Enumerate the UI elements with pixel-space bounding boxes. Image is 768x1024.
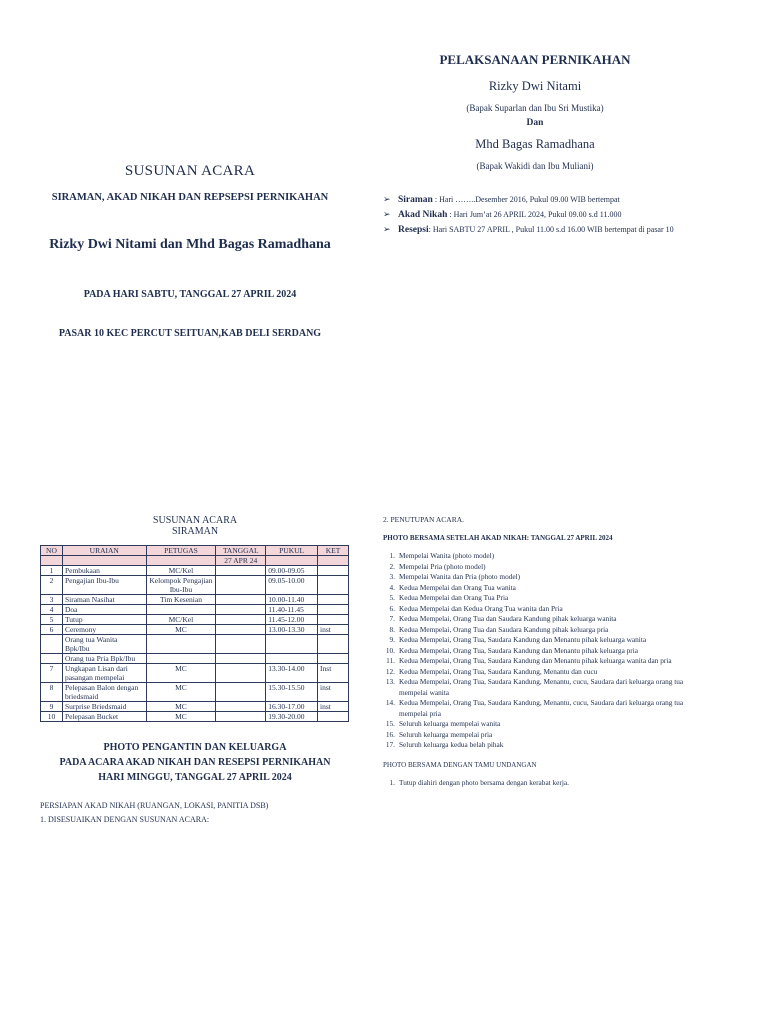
cell-petugas: MC/Kel [146, 566, 216, 576]
list-item: 3. Mempelai Wanita dan Pria (photo model) [389, 572, 521, 581]
cell-petugas [146, 635, 216, 654]
photo-list [383, 551, 703, 751]
cell-tanggal [216, 664, 266, 683]
table-row [41, 595, 349, 605]
cell-tanggal [216, 625, 266, 635]
photo-heading-3: HARI MINGGU, TANGGAL 27 APRIL 2024 [98, 772, 292, 783]
col-header: NO [41, 546, 63, 556]
cell-pukul: 10.00-11.40 [266, 595, 318, 605]
cell-no: 1 [41, 566, 63, 576]
photo-list-heading: PHOTO BERSAMA SETELAH AKAD NIKAH: TANGGAL 27 APRIL 2024 [383, 534, 613, 542]
list-item-text: Kedua Mempelai, Orang Tua, Saudara Kandung, Menantu, cucu, Saudara dari keluarga orang tua mempelai pria [399, 698, 684, 718]
cell-no: 3 [41, 595, 63, 605]
col-header: TANGGAL [216, 546, 266, 556]
event-item [383, 193, 688, 207]
table-body [41, 566, 349, 722]
persiapan-heading: PERSIAPAN AKAD NIKAH (RUANGAN, LOKASI, PANITIA DSB) [40, 801, 269, 810]
cell-tanggal [216, 654, 266, 664]
cell-tanggal [216, 635, 266, 654]
cell-ket: inst [318, 625, 349, 635]
cell-uraian: Pelepasan Bucket [62, 712, 146, 722]
list-item: 14. Kedua Mempelai, Orang Tua, Saudara Kandung, Menantu, cucu, Saudara dari keluarga orang tua mempelai pria [383, 698, 703, 719]
event-label: Resepsi [398, 225, 429, 235]
list-item-text: Tutup diahiri dengan photo bersama dengan kerabat kerja. [399, 777, 569, 787]
cell-tanggal [216, 595, 266, 605]
list-item: 9. Kedua Mempelai, Orang Tua, Saudara Kandung dan Menantu pihak keluarga wanita [389, 635, 647, 644]
tamu-list [383, 778, 703, 789]
date-row [41, 556, 349, 566]
photo-list-section [383, 515, 703, 788]
cell-tanggal [216, 576, 266, 595]
list-item: 4. Kedua Mempelai dan Orang Tua wanita [389, 582, 516, 592]
cell-no: 10 [41, 712, 63, 722]
arrow-bullet-icon: ➢ [383, 194, 391, 204]
cell-pukul: 09.05-10.00 [266, 576, 318, 595]
table-header-row [41, 546, 349, 556]
cell-ket [318, 635, 349, 654]
event-item [383, 223, 688, 237]
cover-couple: Rizky Dwi Nitami dan Mhd Bagas Ramadhana [49, 237, 331, 252]
list-item: 5. Kedua Mempelai dan Orang Tua Pria [389, 593, 509, 602]
cell-uraian: Pelepasan Balon dengan briedsmaid [62, 683, 146, 702]
cell-tanggal [216, 683, 266, 702]
cell-pukul: 11.40-11.45 [266, 605, 318, 615]
cell-pukul: 11.45-12.00 [266, 615, 318, 625]
list-item-text: Mempelai Wanita dan Pria (photo model) [399, 572, 521, 581]
list-item-text: Kedua Mempelai dan Kedua Orang Tua wanita dan Pria [399, 603, 563, 613]
cover-section [40, 150, 340, 339]
table-row [41, 664, 349, 683]
event-item [383, 208, 688, 222]
list-item-text: Kedua Mempelai, Orang Tua, Saudara Kandung, Menantu, cucu, Saudara dari keluarga orang tua mempelai wanita [399, 677, 684, 697]
cell-no: 9 [41, 702, 63, 712]
cell-pukul: 09.00-09.05 [266, 566, 318, 576]
table-row [41, 566, 349, 576]
cell-ket [318, 576, 349, 595]
table-row [41, 702, 349, 712]
list-item-text: Kedua Mempelai dan Orang Tua wanita [399, 582, 516, 592]
table-row [41, 605, 349, 615]
list-item-text: Kedua Mempelai, Orang Tua, Saudara Kandung dan Menantu pihak keluarga wanita dan pria [399, 656, 672, 665]
siraman-section [40, 515, 350, 824]
bride-parents: (Bapak Suparlan dan Ibu Sri Mustika) [466, 103, 604, 113]
list-item-text: Kedua Mempelai, Orang Tua, Saudara Kandung, Menantu dan cucu [399, 666, 598, 676]
cell-ket [318, 605, 349, 615]
groom-name: Mhd Bagas Ramadhana [475, 137, 595, 151]
list-item: 2. Mempelai Pria (photo model) [389, 561, 486, 571]
cell-tanggal [216, 702, 266, 712]
cell-no: 8 [41, 683, 63, 702]
list-item: 17. Seluruh keluarga kedua belah pihak [385, 740, 504, 749]
tamu-heading: PHOTO BERSAMA DENGAN TAMU UNDANGAN [383, 760, 537, 769]
cell-no: 2 [41, 576, 63, 595]
list-item-text: Seluruh keluarga mempelai wanita [399, 719, 501, 728]
table-row [41, 576, 349, 595]
arrow-bullet-icon: ➢ [383, 224, 391, 234]
list-item-text: Kedua Mempelai, Orang Tua, Saudara Kandung dan Menantu pihak keluarga wanita [399, 635, 647, 644]
col-header: PUKUL [266, 546, 318, 556]
cell-petugas: MC [146, 702, 216, 712]
cell-no: 7 [41, 664, 63, 683]
cell-uraian: Pembukaan [62, 566, 146, 576]
list-item: 1. Mempelai Wanita (photo model) [389, 551, 495, 560]
list-item-text: Kedua Mempelai, Orang Tua, Saudara Kandung dan Menantu pihak keluarga pria [399, 645, 638, 655]
cell-pukul: 13.30-14.00 [266, 664, 318, 683]
table-row [41, 615, 349, 625]
photo-heading-1: PHOTO PENGANTIN DAN KELUARGA [103, 742, 287, 753]
cell-tanggal [216, 712, 266, 722]
cell-ket: Inst [318, 664, 349, 683]
penutupan-item: 2. PENUTUPAN ACARA. [383, 515, 464, 524]
event-label: Siraman [398, 195, 433, 205]
table-row [41, 654, 349, 664]
cell-petugas: Kelompok Pengajian Ibu-Ibu [146, 576, 216, 595]
cell-pukul [266, 654, 318, 664]
cell-petugas: MC [146, 683, 216, 702]
cell-petugas [146, 605, 216, 615]
event-text: : Hari ……..Desember 2016, Pukul 09.00 WIB bertempat [432, 195, 620, 204]
cell-no: 5 [41, 615, 63, 625]
cell-tanggal [216, 615, 266, 625]
cell-petugas [146, 654, 216, 664]
cell-uraian: Ungkapan Lisan dari pasangan mempelai [62, 664, 146, 683]
cell-no [41, 654, 63, 664]
cell-uraian: Pengajian Ibu-Ibu [62, 576, 146, 595]
cell-ket: inst [318, 702, 349, 712]
cell-tanggal [216, 566, 266, 576]
cell-pukul: 15.30-15.50 [266, 683, 318, 702]
event-text: : Hari Jum’at 26 APRIL 2024, Pukul 09.00 s.d 11.000 [447, 210, 622, 219]
list-item: 10. Kedua Mempelai, Orang Tua, Saudara Kandung dan Menantu pihak keluarga pria [385, 645, 638, 655]
groom-parents: (Bapak Wakidi dan Ibu Muliani) [476, 161, 594, 171]
event-label: Akad Nikah [398, 210, 448, 220]
cell-ket [318, 654, 349, 664]
cell-ket [318, 566, 349, 576]
list-item: 11. Kedua Mempelai, Orang Tua, Saudara Kandung dan Menantu pihak keluarga wanita dan pria [386, 656, 672, 665]
list-item-text: Mempelai Pria (photo model) [399, 561, 486, 571]
list-item: 6. Kedua Mempelai dan Kedua Orang Tua wanita dan Pria [389, 603, 563, 613]
persiapan-item: 1. DISESUAIKAN DENGAN SUSUNAN ACARA: [40, 815, 210, 824]
cell-petugas: MC [146, 712, 216, 722]
cell-pukul [266, 635, 318, 654]
list-item-text: Mempelai Wanita (photo model) [399, 551, 495, 560]
list-item-text: Seluruh keluarga kedua belah pihak [399, 740, 504, 749]
event-text: : Hari SABTU 27 APRIL , Pukul 11.00 s.d 16.00 WIB bertempat di pasar 10 [428, 225, 674, 234]
list-item: 12. Kedua Mempelai, Orang Tua, Saudara Kandung, Menantu dan cucu [385, 666, 598, 676]
cell-no: 4 [41, 605, 63, 615]
cell-ket: inst [318, 683, 349, 702]
and-word: Dan [526, 118, 544, 128]
list-item-text: Kedua Mempelai dan Orang Tua Pria [399, 593, 509, 602]
cell-ket [318, 615, 349, 625]
table-row [41, 712, 349, 722]
photo-heading-2: PADA ACARA AKAD NIKAH DAN RESEPSI PERNIKAHAN [59, 757, 331, 768]
list-item-text: Seluruh keluarga mempelai pria [399, 729, 493, 739]
cell-pukul: 13.00-13.30 [266, 625, 318, 635]
cell-petugas: MC [146, 664, 216, 683]
col-header: PETUGAS [146, 546, 216, 556]
arrow-bullet-icon: ➢ [383, 209, 391, 219]
event-list [383, 193, 688, 237]
siraman-table [40, 545, 349, 722]
list-item: 16. Seluruh keluarga mempelai pria [385, 729, 493, 739]
cover-title: SUSUNAN ACARA [124, 163, 256, 179]
list-item: 8. Kedua Mempelai, Orang Tua dan Saudara Kandung pihak keluarga pria [389, 624, 609, 634]
siraman-title: SUSUNAN ACARA [152, 515, 238, 526]
cell-no: 6 [41, 625, 63, 635]
col-header: URAIAN [62, 546, 146, 556]
cell-uraian: Doa [62, 605, 146, 615]
cell-pukul: 16.30-17.00 [266, 702, 318, 712]
cell-ket [318, 595, 349, 605]
cell-uraian: Orang tua Pria Bpk/Ibu [62, 654, 146, 664]
table-row [41, 683, 349, 702]
cover-place: PASAR 10 KEC PERCUT SEITUAN,KAB DELI SERDANG [58, 328, 322, 339]
cell-uraian: Orang tua Wanita Bpk/Ibu [62, 635, 146, 654]
bride-name: Rizky Dwi Nitami [488, 79, 582, 93]
table-row [41, 635, 349, 654]
cover-date: PADA HARI SABTU, TANGGAL 27 APRIL 2024 [83, 289, 297, 300]
list-item: 1. Tutup diahiri dengan photo bersama dengan kerabat kerja. [389, 777, 569, 787]
cover-subtitle: SIRAMAN, AKAD NIKAH DAN REPSEPSI PERNIKAHAN [51, 192, 329, 203]
cell-uraian: Ceremony [62, 625, 146, 635]
pelaksanaan-title: PELAKSANAAN PERNIKAHAN [439, 52, 631, 67]
pelaksanaan-section [380, 52, 690, 238]
list-item: 7. Kedua Mempelai, Orang Tua dan Saudara Kandung pihak keluarga wanita [389, 614, 617, 623]
col-header: KET [318, 546, 349, 556]
date-cell: 27 APR 24 [216, 556, 266, 566]
table-row [41, 625, 349, 635]
cell-tanggal [216, 605, 266, 615]
siraman-subtitle: SIRAMAN [171, 526, 219, 537]
list-item-text: Kedua Mempelai, Orang Tua dan Saudara Kandung pihak keluarga wanita [399, 614, 617, 623]
list-item: 15. Seluruh keluarga mempelai wanita [385, 719, 501, 728]
list-item-text: Kedua Mempelai, Orang Tua dan Saudara Kandung pihak keluarga pria [399, 624, 609, 634]
cell-uraian: Tutup [62, 615, 146, 625]
cell-ket [318, 712, 349, 722]
cell-petugas: Tim Kesenian [146, 595, 216, 605]
cell-uraian: Siraman Nasihat [62, 595, 146, 605]
cell-petugas: MC/Kel [146, 615, 216, 625]
list-item: 13. Kedua Mempelai, Orang Tua, Saudara Kandung, Menantu, cucu, Saudara dari keluarga orang tua mempelai wanita [383, 677, 703, 698]
cell-pukul: 19.30-20.00 [266, 712, 318, 722]
cell-no [41, 635, 63, 654]
cell-petugas: MC [146, 625, 216, 635]
cell-uraian: Surprise Briedsmaid [62, 702, 146, 712]
